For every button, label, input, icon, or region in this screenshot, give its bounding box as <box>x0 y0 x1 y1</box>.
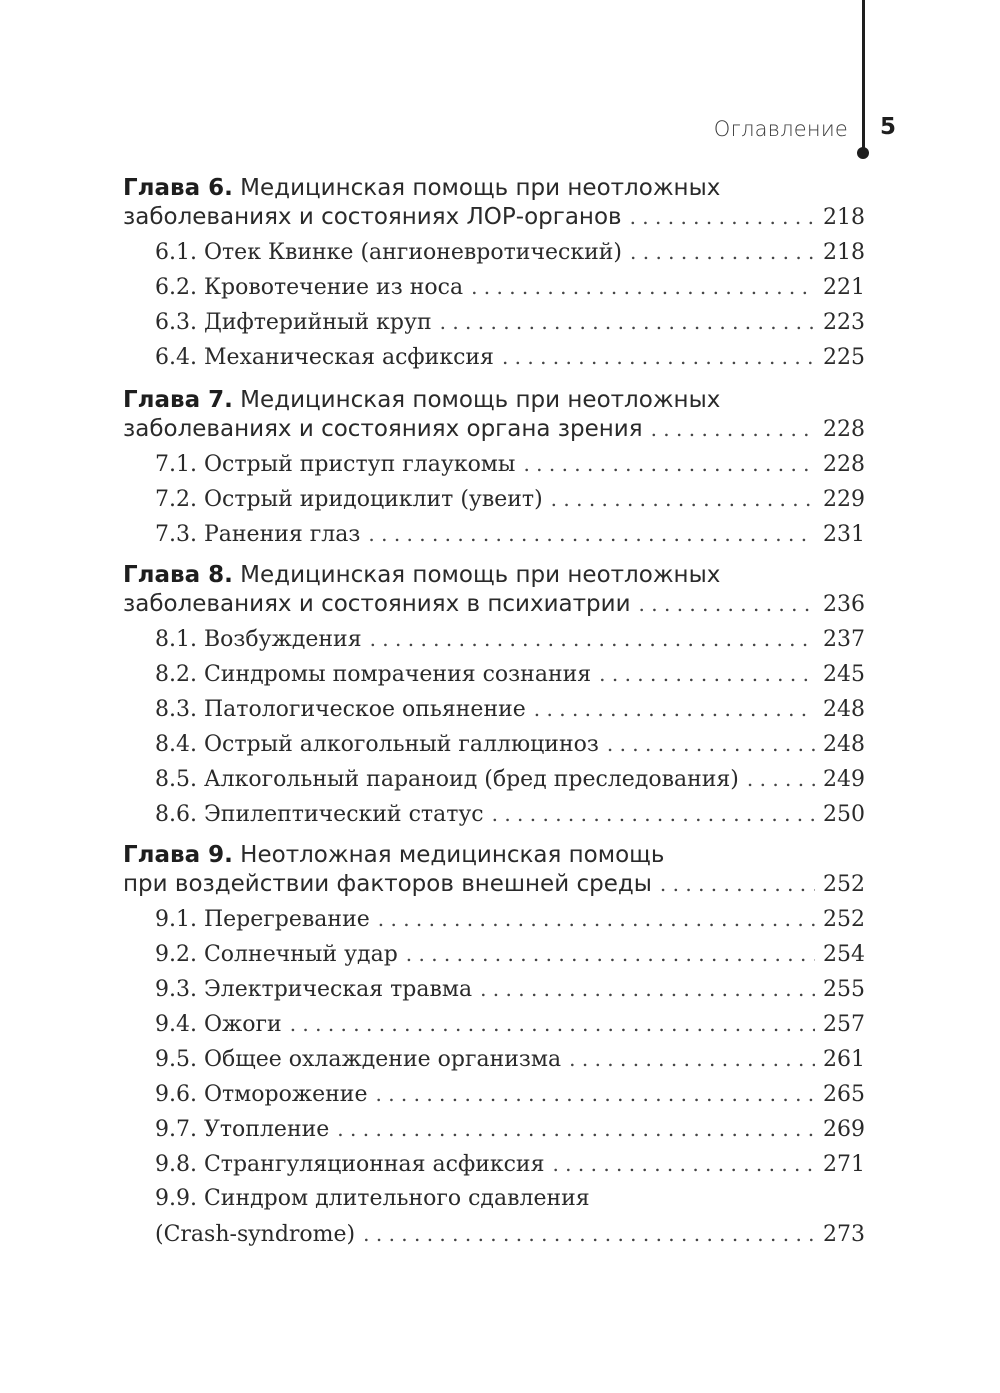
chapter-title-line1: Медицинская помощь при неотложных <box>240 387 721 413</box>
section-row[interactable] <box>155 692 865 726</box>
chapter-heading-line <box>123 385 720 415</box>
chapter-title-row[interactable] <box>123 587 865 621</box>
chapter-title-line1: Медицинская помощь при неотложных <box>240 562 721 588</box>
section-row[interactable] <box>155 1112 865 1146</box>
section-row[interactable] <box>155 762 865 796</box>
dot-leader <box>630 200 815 234</box>
section-title: 8.6. Эпилептический статус <box>155 802 484 827</box>
dot-leader <box>440 305 815 339</box>
dot-leader <box>639 587 815 621</box>
section-row[interactable] <box>155 447 865 481</box>
section-title: 8.2. Синдромы помрачения сознания <box>155 662 592 687</box>
chapter-title-line2: при воздействии факторов внешней среды <box>123 871 652 897</box>
section-row[interactable] <box>155 727 865 761</box>
section-row[interactable] <box>155 657 865 691</box>
section-row[interactable] <box>155 270 865 304</box>
dot-leader <box>363 1217 815 1251</box>
dot-leader <box>502 340 815 374</box>
dot-leader <box>552 1147 815 1181</box>
section-title: 8.1. Возбуждения <box>155 627 362 652</box>
section-page-ref: 252 <box>823 907 865 932</box>
section-row[interactable] <box>155 937 865 971</box>
section-title: 8.4. Острый алкогольный галлюциноз <box>155 732 599 757</box>
section-row[interactable] <box>155 622 865 656</box>
section-title: 7.3. Ранения глаз <box>155 522 361 547</box>
dot-leader <box>290 1007 815 1041</box>
dot-leader <box>630 235 815 269</box>
chapter-page-ref: 228 <box>823 417 865 442</box>
chapter-title-line2: заболеваниях и состояниях в психиатрии <box>123 591 631 617</box>
chapter-title-row[interactable] <box>123 867 865 901</box>
chapter-title-row[interactable] <box>123 200 865 234</box>
section-page-ref: 261 <box>823 1047 865 1072</box>
dot-leader <box>551 482 815 516</box>
section-row[interactable] <box>155 797 865 831</box>
section-page-ref: 257 <box>823 1012 865 1037</box>
section-title: 9.5. Общее охлаждение организма <box>155 1047 562 1072</box>
dot-leader <box>370 622 815 656</box>
section-title: 6.1. Отек Квинке (ангионевротический) <box>155 240 623 265</box>
chapter-page-ref: 252 <box>823 872 865 897</box>
section-title: 6.2. Кровотечение из носа <box>155 275 464 300</box>
section-row[interactable] <box>155 1007 865 1041</box>
section-page-ref: 250 <box>823 802 865 827</box>
section-page-ref: 228 <box>823 452 865 477</box>
section-row[interactable] <box>155 340 865 374</box>
section-title: 9.7. Утопление <box>155 1117 330 1142</box>
section-row[interactable] <box>155 482 865 516</box>
section-title: 9.9. Синдром длительного сдавления <box>155 1186 590 1211</box>
section-page-ref: 269 <box>823 1117 865 1142</box>
section-row[interactable] <box>155 1042 865 1076</box>
section-title: 6.4. Механическая асфиксия <box>155 345 494 370</box>
section-title-line2: (Crash-syndrome) <box>155 1222 356 1247</box>
section-page-ref: 248 <box>823 697 865 722</box>
section-row[interactable] <box>155 1147 865 1181</box>
section-title: 6.3. Дифтерийный круп <box>155 310 432 335</box>
dot-leader <box>523 447 815 481</box>
section-row[interactable] <box>155 305 865 339</box>
dot-leader <box>534 692 815 726</box>
chapter-label: Глава 6. <box>123 175 233 201</box>
dot-leader <box>471 270 815 304</box>
section-title: 9.6. Отморожение <box>155 1082 368 1107</box>
dot-leader <box>660 867 815 901</box>
section-row[interactable] <box>155 517 865 551</box>
chapter-title-line2: заболеваниях и состояниях ЛОР-органов <box>123 204 622 230</box>
section-title: 9.3. Электрическая травма <box>155 977 473 1002</box>
page-number: 5 <box>880 114 897 140</box>
chapter-title-line1: Медицинская помощь при неотложных <box>240 175 721 201</box>
dot-leader <box>480 972 815 1006</box>
dot-leader <box>406 937 815 971</box>
section-page-ref: 273 <box>823 1222 865 1247</box>
section-page-ref: 221 <box>823 275 865 300</box>
chapter-heading-line <box>123 173 720 203</box>
dot-leader <box>747 762 815 796</box>
section-title: 9.2. Солнечный удар <box>155 942 398 967</box>
section-title: 7.2. Острый иридоциклит (увеит) <box>155 487 543 512</box>
section-page-ref: 265 <box>823 1082 865 1107</box>
section-page-ref: 271 <box>823 1152 865 1177</box>
running-title: Оглавление <box>713 117 848 141</box>
chapter-title-row[interactable] <box>123 412 865 446</box>
dot-leader <box>599 657 815 691</box>
section-row[interactable] <box>155 902 865 936</box>
section-page-ref: 245 <box>823 662 865 687</box>
chapter-title-line1: Неотложная медицинская помощь <box>240 842 665 868</box>
section-page-ref: 225 <box>823 345 865 370</box>
chapter-label: Глава 8. <box>123 562 233 588</box>
dot-leader <box>607 727 815 761</box>
chapter-label: Глава 9. <box>123 842 233 868</box>
chapter-label: Глава 7. <box>123 387 233 413</box>
section-title-row[interactable] <box>155 1182 865 1216</box>
section-title-row[interactable] <box>155 1217 865 1251</box>
chapter-heading-line <box>123 560 720 590</box>
dot-leader <box>569 1042 815 1076</box>
section-page-ref: 231 <box>823 522 865 547</box>
section-page-ref: 223 <box>823 310 865 335</box>
chapter-heading-line <box>123 840 664 870</box>
dot-leader <box>492 797 815 831</box>
dot-leader <box>378 902 815 936</box>
section-page-ref: 254 <box>823 942 865 967</box>
chapter-page-ref: 236 <box>823 592 865 617</box>
section-title: 9.8. Странгуляционная асфиксия <box>155 1152 545 1177</box>
section-page-ref: 229 <box>823 487 865 512</box>
dot-leader <box>368 517 815 551</box>
section-title: 7.1. Острый приступ глаукомы <box>155 452 516 477</box>
section-row[interactable] <box>155 235 865 269</box>
dot-leader <box>651 412 815 446</box>
section-page-ref: 249 <box>823 767 865 792</box>
chapter-page-ref: 218 <box>823 205 865 230</box>
section-title: 8.5. Алкогольный параноид (бред преследования) <box>155 767 739 792</box>
dot-leader <box>375 1077 815 1111</box>
section-page-ref: 248 <box>823 732 865 757</box>
dot-leader <box>337 1112 815 1146</box>
section-page-ref: 255 <box>823 977 865 1002</box>
section-page-ref: 218 <box>823 240 865 265</box>
section-title: 9.4. Ожоги <box>155 1012 282 1037</box>
section-row[interactable] <box>155 1077 865 1111</box>
section-page-ref: 237 <box>823 627 865 652</box>
chapter-title-line2: заболеваниях и состояниях органа зрения <box>123 416 643 442</box>
section-row[interactable] <box>155 972 865 1006</box>
section-title: 8.3. Патологическое опьянение <box>155 697 526 722</box>
section-title: 9.1. Перегревание <box>155 907 370 932</box>
